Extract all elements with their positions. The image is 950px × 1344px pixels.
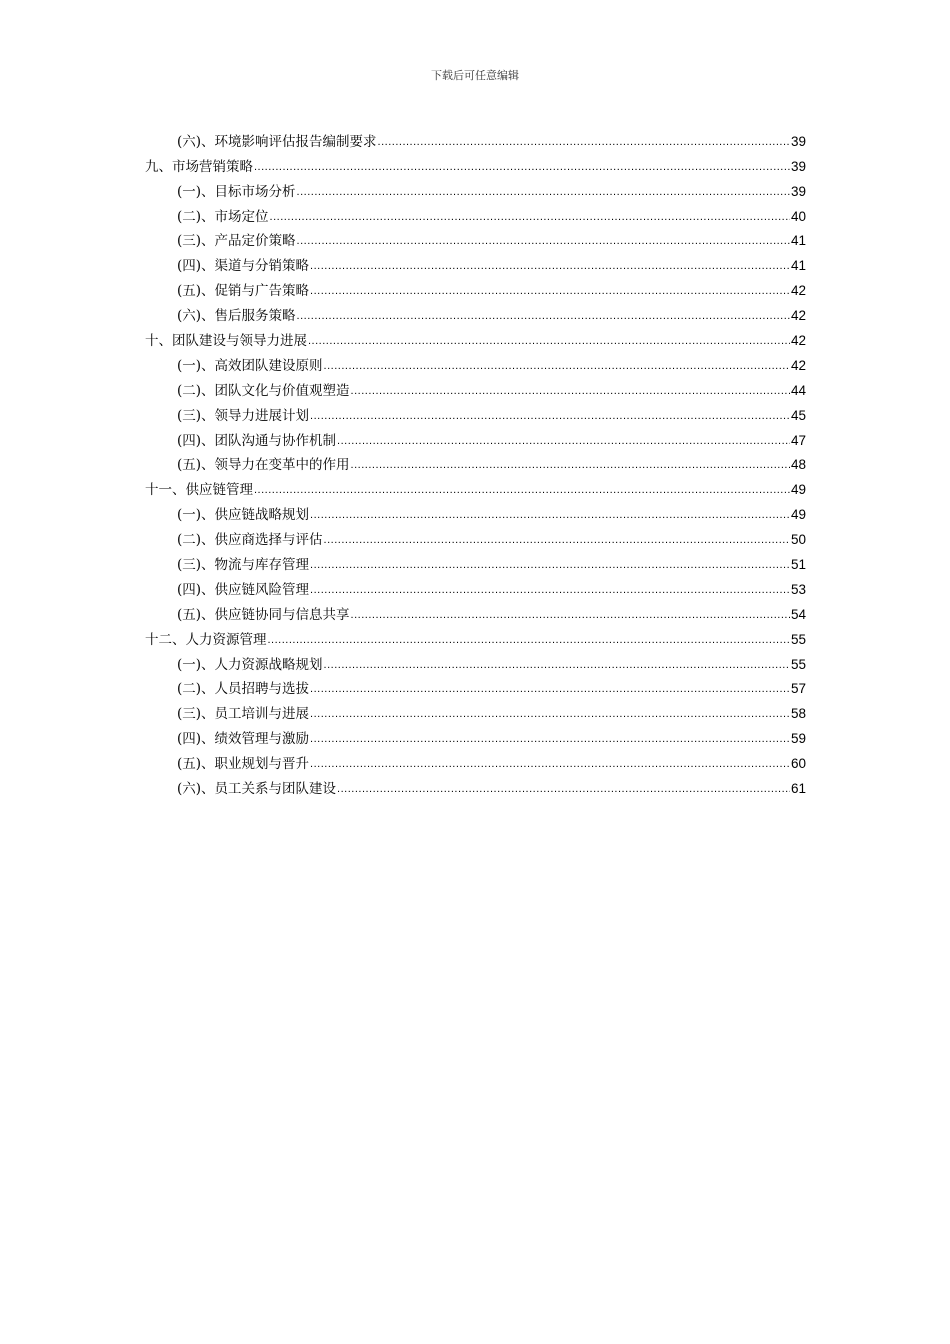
toc-entry-title: 九、市场营销策略 xyxy=(145,158,253,175)
toc-entry-page: 55 xyxy=(790,656,806,672)
toc-entry-title: (六)、员工关系与团队建设 xyxy=(177,781,337,798)
dot-leader xyxy=(324,656,790,674)
dot-leader xyxy=(310,680,790,698)
toc-entry-page: 42 xyxy=(790,283,806,299)
dot-leader xyxy=(351,382,790,400)
toc-entry[interactable] xyxy=(145,226,806,251)
toc-entry[interactable] xyxy=(145,176,806,201)
toc-entry-title: (二)、团队文化与价值观塑造 xyxy=(177,382,350,399)
dot-leader xyxy=(254,158,790,176)
dot-leader xyxy=(310,556,790,574)
toc-entry[interactable] xyxy=(145,549,806,574)
toc-entry-title: (三)、产品定价策略 xyxy=(177,233,296,250)
toc-entry[interactable] xyxy=(145,599,806,624)
table-of-contents xyxy=(145,126,806,798)
toc-entry-title: (二)、市场定位 xyxy=(177,208,269,225)
toc-entry-title: (二)、供应商选择与评估 xyxy=(177,532,323,549)
toc-entry[interactable] xyxy=(145,275,806,300)
dot-leader xyxy=(254,481,790,499)
dot-leader xyxy=(297,183,790,201)
toc-entry[interactable] xyxy=(145,425,806,450)
toc-entry-title: (五)、供应链协同与信息共享 xyxy=(177,606,350,623)
toc-entry-page: 51 xyxy=(790,557,806,573)
toc-entry-title: (二)、人员招聘与选拔 xyxy=(177,681,310,698)
toc-entry-page: 42 xyxy=(790,357,806,373)
toc-entry-page: 53 xyxy=(790,581,806,597)
toc-entry-title: (三)、物流与库存管理 xyxy=(177,557,310,574)
dot-leader xyxy=(324,357,790,375)
page-header: 下载后可任意编辑 xyxy=(431,69,519,82)
toc-entry[interactable] xyxy=(145,574,806,599)
toc-entry[interactable] xyxy=(145,649,806,674)
toc-entry-title: (三)、员工培训与进展 xyxy=(177,706,310,723)
toc-entry[interactable] xyxy=(145,126,806,151)
toc-entry-page: 59 xyxy=(790,731,806,747)
dot-leader xyxy=(297,307,790,325)
toc-entry[interactable] xyxy=(145,201,806,226)
toc-entry-title: (一)、供应链战略规划 xyxy=(177,507,310,524)
toc-entry-page: 42 xyxy=(790,308,806,324)
dot-leader xyxy=(268,631,790,649)
toc-entry-page: 58 xyxy=(790,706,806,722)
dot-leader xyxy=(310,730,790,748)
toc-entry[interactable] xyxy=(145,748,806,773)
toc-entry[interactable] xyxy=(145,400,806,425)
dot-leader xyxy=(378,133,790,151)
dot-leader xyxy=(297,232,790,250)
toc-entry-page: 45 xyxy=(790,407,806,423)
toc-entry[interactable] xyxy=(145,698,806,723)
toc-entry-page: 44 xyxy=(790,382,806,398)
toc-entry-page: 41 xyxy=(790,233,806,249)
toc-entry-page: 54 xyxy=(790,606,806,622)
dot-leader xyxy=(310,581,790,599)
toc-entry-title: (四)、绩效管理与激励 xyxy=(177,731,310,748)
toc-entry-page: 61 xyxy=(790,781,806,797)
toc-entry[interactable] xyxy=(145,250,806,275)
toc-entry-page: 41 xyxy=(790,258,806,274)
toc-entry-title: (四)、供应链风险管理 xyxy=(177,581,310,598)
dot-leader xyxy=(310,705,790,723)
dot-leader xyxy=(337,432,790,450)
toc-entry-page: 39 xyxy=(790,158,806,174)
dot-leader xyxy=(310,506,790,524)
dot-leader xyxy=(310,755,790,773)
toc-entry[interactable] xyxy=(145,624,806,649)
dot-leader xyxy=(337,780,790,798)
toc-entry-title: 十二、人力资源管理 xyxy=(145,631,267,648)
dot-leader xyxy=(324,531,790,549)
toc-entry-title: (一)、目标市场分析 xyxy=(177,183,296,200)
toc-entry-title: (四)、渠道与分销策略 xyxy=(177,258,310,275)
toc-entry[interactable] xyxy=(145,325,806,350)
toc-entry[interactable] xyxy=(145,524,806,549)
dot-leader xyxy=(270,208,790,226)
toc-entry-title: (六)、环境影响评估报告编制要求 xyxy=(177,133,377,150)
toc-entry-title: (五)、职业规划与晋升 xyxy=(177,756,310,773)
dot-leader xyxy=(308,332,790,350)
toc-entry-page: 60 xyxy=(790,756,806,772)
toc-entry-title: 十一、供应链管理 xyxy=(145,482,253,499)
toc-entry[interactable] xyxy=(145,474,806,499)
toc-entry[interactable] xyxy=(145,300,806,325)
toc-entry-page: 55 xyxy=(790,631,806,647)
toc-entry[interactable] xyxy=(145,674,806,699)
toc-entry-page: 39 xyxy=(790,183,806,199)
toc-entry-page: 49 xyxy=(790,482,806,498)
toc-entry[interactable] xyxy=(145,450,806,475)
toc-entry-page: 50 xyxy=(790,532,806,548)
toc-entry[interactable] xyxy=(145,151,806,176)
toc-entry-page: 57 xyxy=(790,681,806,697)
toc-entry-page: 40 xyxy=(790,208,806,224)
toc-entry-title: (三)、领导力进展计划 xyxy=(177,407,310,424)
toc-entry-title: (五)、领导力在变革中的作用 xyxy=(177,457,350,474)
dot-leader xyxy=(351,606,790,624)
toc-entry-page: 47 xyxy=(790,432,806,448)
toc-entry[interactable] xyxy=(145,350,806,375)
toc-entry-title: (六)、售后服务策略 xyxy=(177,308,296,325)
toc-entry-page: 42 xyxy=(790,333,806,349)
toc-entry-page: 49 xyxy=(790,507,806,523)
toc-entry[interactable] xyxy=(145,773,806,798)
toc-entry[interactable] xyxy=(145,723,806,748)
toc-entry-page: 39 xyxy=(790,133,806,149)
toc-entry-title: 十、团队建设与领导力进展 xyxy=(145,333,307,350)
toc-entry[interactable] xyxy=(145,499,806,524)
toc-entry[interactable] xyxy=(145,375,806,400)
toc-entry-title: (五)、促销与广告策略 xyxy=(177,283,310,300)
toc-entry-page: 48 xyxy=(790,457,806,473)
toc-entry-title: (一)、人力资源战略规划 xyxy=(177,656,323,673)
dot-leader xyxy=(310,282,790,300)
dot-leader xyxy=(351,456,790,474)
dot-leader xyxy=(310,257,790,275)
dot-leader xyxy=(310,407,790,425)
toc-entry-title: (一)、高效团队建设原则 xyxy=(177,357,323,374)
toc-entry-title: (四)、团队沟通与协作机制 xyxy=(177,432,337,449)
